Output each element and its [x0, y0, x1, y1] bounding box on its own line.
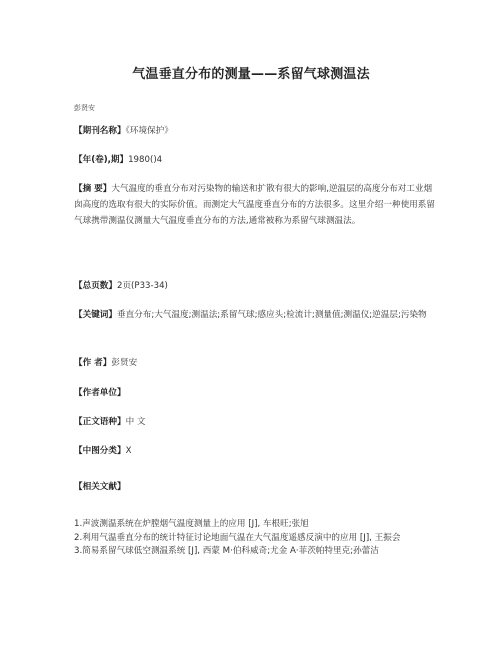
page-title: 气温垂直分布的测量——系留气球测温法 — [132, 67, 370, 82]
field-year-label: 【年(卷),期】 — [74, 155, 129, 165]
field-language-label: 【正文语种】 — [74, 417, 126, 427]
field-pages-value: 2页(P33-34) — [116, 281, 168, 291]
field-year-value: 1980()4 — [128, 155, 163, 165]
field-journal-label: 【期刊名称】 — [74, 126, 126, 136]
field-pages-label: 【总页数】 — [74, 281, 117, 291]
field-keywords-label: 【关键词】 — [74, 310, 117, 320]
field-abstract-label: 【摘 要】 — [74, 184, 112, 194]
field-abstract — [74, 181, 436, 229]
field-journal-value: 《环境保护》 — [125, 126, 173, 136]
field-year — [74, 152, 436, 168]
reference-item: 1.声波测温系统在炉膛烟气温度测量上的应用 [J], 车根旺;张旭 — [74, 519, 309, 529]
field-related-label: 【相关文献】 — [74, 482, 126, 492]
field-classification-value: X — [125, 446, 132, 456]
reference-item: 2.利用气温垂直分布的统计特征讨论地面气温在大气温度遥感反演中的应用 [J], 王振会 — [74, 532, 401, 543]
field-author-value: 彭贤安 — [111, 358, 138, 368]
field-keywords — [74, 307, 436, 323]
author-line: 彭贤安 — [74, 104, 95, 112]
field-pages — [74, 278, 436, 294]
field-author — [74, 355, 436, 371]
reference-list — [74, 518, 436, 559]
field-classification-label: 【中图分类】 — [74, 446, 126, 456]
reference-item: 3.简易系留气球低空测温系统 [J], 西蒙 M·伯科威奇;尤金 A·菲茨帕特里克;孙蕾洁 — [74, 546, 379, 556]
field-keywords-value: 垂直分布;大气温度;测温法;系留气球;感应头;检流计;测量值;测温仪;逆温层;污染物 — [116, 310, 427, 320]
field-abstract-value: 大气温度的垂直分布对污染物的输送和扩散有很大的影响,逆温层的高度分布对工业烟囱高度的选取有很大的实际价值。而测定大气温度垂直分布的方法很多。这里介绍一种使用系留气球携带测温仪测量大气温度垂直分布的方法,通常被称为系留气球测温法。 — [74, 184, 435, 226]
field-related — [74, 479, 436, 495]
field-classification — [74, 443, 436, 459]
field-journal — [74, 123, 436, 139]
field-affiliation-label: 【作者单位】 — [74, 388, 126, 398]
field-author-label: 【作 者】 — [74, 358, 112, 368]
field-language-value: 中 文 — [125, 417, 146, 427]
field-language — [74, 414, 436, 430]
field-affiliation — [74, 385, 436, 401]
